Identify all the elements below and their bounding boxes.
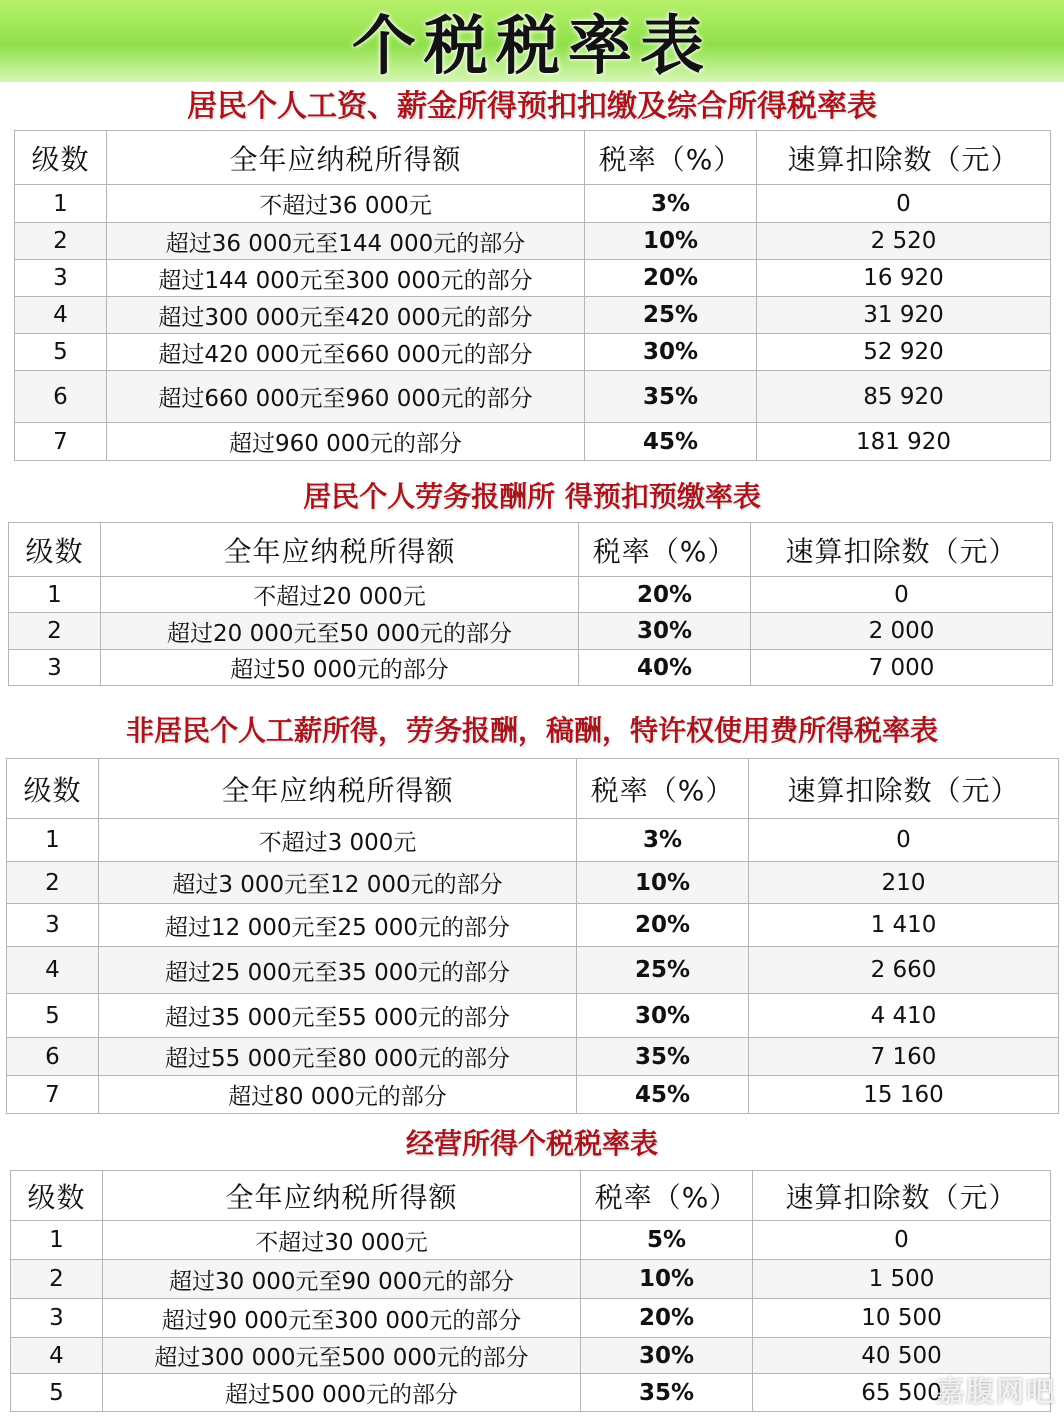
- cell-quick-deduction: 52 920: [757, 334, 1051, 371]
- table-row: [11, 1374, 1051, 1412]
- table-row: [7, 994, 1059, 1038]
- cell-level: 6: [15, 371, 107, 423]
- tax-table: [8, 522, 1053, 686]
- table-row: [15, 423, 1051, 461]
- header-level: 级数: [9, 523, 101, 577]
- table-row: [15, 297, 1051, 334]
- cell-income-range: 超过25 000元至35 000元的部分: [99, 947, 577, 994]
- cell-tax-rate: 10%: [581, 1260, 753, 1299]
- header-quick-deduction: 速算扣除数（元）: [751, 523, 1053, 577]
- cell-quick-deduction: 2 520: [757, 223, 1051, 260]
- table-row: [7, 862, 1059, 904]
- cell-tax-rate: 10%: [577, 862, 749, 904]
- cell-tax-rate: 25%: [577, 947, 749, 994]
- header-tax-rate: 税率（%）: [577, 759, 749, 819]
- cell-quick-deduction: 15 160: [749, 1076, 1059, 1114]
- cell-level: 2: [15, 223, 107, 260]
- page-banner: [0, 0, 1064, 82]
- cell-tax-rate: 45%: [577, 1076, 749, 1114]
- cell-quick-deduction: 85 920: [757, 371, 1051, 423]
- table-header-row: [9, 523, 1053, 577]
- cell-tax-rate: 20%: [585, 260, 757, 297]
- cell-income-range: 超过960 000元的部分: [107, 423, 585, 461]
- cell-tax-rate: 3%: [577, 819, 749, 862]
- cell-tax-rate: 3%: [585, 185, 757, 223]
- cell-quick-deduction: 7 000: [751, 650, 1053, 686]
- table-row: [7, 1076, 1059, 1114]
- header-level: 级数: [7, 759, 99, 819]
- cell-quick-deduction: 2 660: [749, 947, 1059, 994]
- cell-income-range: 不超过3 000元: [99, 819, 577, 862]
- table-row: [9, 577, 1053, 613]
- table-header-row: [11, 1171, 1051, 1221]
- cell-income-range: 超过80 000元的部分: [99, 1076, 577, 1114]
- table-title: 居民个人工资、薪金所得预扣扣缴及综合所得税率表: [187, 89, 877, 124]
- cell-quick-deduction: 16 920: [757, 260, 1051, 297]
- cell-tax-rate: 30%: [579, 613, 751, 650]
- cell-tax-rate: 10%: [585, 223, 757, 260]
- cell-level: 1: [15, 185, 107, 223]
- cell-level: 6: [7, 1038, 99, 1076]
- cell-tax-rate: 20%: [581, 1299, 753, 1338]
- cell-tax-rate: 30%: [581, 1338, 753, 1374]
- cell-level: 1: [9, 577, 101, 613]
- header-tax-rate: 税率（%）: [585, 131, 757, 185]
- tax-table: [14, 130, 1051, 461]
- cell-quick-deduction: 0: [757, 185, 1051, 223]
- header-quick-deduction: 速算扣除数（元）: [753, 1171, 1051, 1221]
- table-row: [15, 185, 1051, 223]
- header-quick-deduction: 速算扣除数（元）: [749, 759, 1059, 819]
- cell-quick-deduction: 0: [753, 1221, 1051, 1260]
- cell-income-range: 不超过30 000元: [103, 1221, 581, 1260]
- cell-tax-rate: 35%: [585, 371, 757, 423]
- cell-level: 3: [15, 260, 107, 297]
- cell-level: 4: [11, 1338, 103, 1374]
- table-row: [7, 1038, 1059, 1076]
- cell-income-range: 超过500 000元的部分: [103, 1374, 581, 1412]
- cell-level: 5: [7, 994, 99, 1038]
- tax-table: [10, 1170, 1051, 1412]
- cell-level: 1: [11, 1221, 103, 1260]
- cell-quick-deduction: 1 500: [753, 1260, 1051, 1299]
- cell-level: 2: [9, 613, 101, 650]
- tax-table-section-1: [0, 84, 1064, 461]
- cell-income-range: 不超过20 000元: [101, 577, 579, 613]
- table-row: [11, 1260, 1051, 1299]
- cell-level: 1: [7, 819, 99, 862]
- cell-tax-rate: 35%: [581, 1374, 753, 1412]
- cell-tax-rate: 20%: [577, 904, 749, 947]
- header-income-range: 全年应纳税所得额: [99, 759, 577, 819]
- table-row: [15, 223, 1051, 260]
- table-header-row: [15, 131, 1051, 185]
- cell-quick-deduction: 2 000: [751, 613, 1053, 650]
- table-title: 居民个人劳务报酬所 得预扣预缴率表: [303, 480, 761, 513]
- cell-quick-deduction: 181 920: [757, 423, 1051, 461]
- cell-tax-rate: 20%: [579, 577, 751, 613]
- cell-level: 2: [11, 1260, 103, 1299]
- cell-income-range: 超过300 000元至500 000元的部分: [103, 1338, 581, 1374]
- header-income-range: 全年应纳税所得额: [101, 523, 579, 577]
- header-income-range: 全年应纳税所得额: [103, 1171, 581, 1221]
- cell-income-range: 超过3 000元至12 000元的部分: [99, 862, 577, 904]
- cell-quick-deduction: 7 160: [749, 1038, 1059, 1076]
- cell-level: 3: [11, 1299, 103, 1338]
- cell-quick-deduction: 0: [751, 577, 1053, 613]
- cell-income-range: 超过50 000元的部分: [101, 650, 579, 686]
- cell-quick-deduction: 4 410: [749, 994, 1059, 1038]
- header-tax-rate: 税率（%）: [581, 1171, 753, 1221]
- cell-tax-rate: 40%: [579, 650, 751, 686]
- cell-income-range: 超过144 000元至300 000元的部分: [107, 260, 585, 297]
- cell-level: 3: [7, 904, 99, 947]
- cell-quick-deduction: 40 500: [753, 1338, 1051, 1374]
- table-row: [9, 613, 1053, 650]
- page-title: 个税税率表: [352, 10, 712, 84]
- table-row: [11, 1299, 1051, 1338]
- table-row: [15, 260, 1051, 297]
- tax-table-section-2: [0, 472, 1064, 686]
- header-level: 级数: [11, 1171, 103, 1221]
- table-row: [7, 904, 1059, 947]
- cell-quick-deduction: 31 920: [757, 297, 1051, 334]
- header-tax-rate: 税率（%）: [579, 523, 751, 577]
- cell-quick-deduction: 0: [749, 819, 1059, 862]
- cell-income-range: 超过30 000元至90 000元的部分: [103, 1260, 581, 1299]
- cell-level: 4: [15, 297, 107, 334]
- cell-level: 7: [15, 423, 107, 461]
- cell-level: 5: [11, 1374, 103, 1412]
- cell-income-range: 超过55 000元至80 000元的部分: [99, 1038, 577, 1076]
- tax-table: [6, 758, 1059, 1114]
- table-title: 经营所得个税税率表: [405, 1127, 658, 1160]
- cell-quick-deduction: 1 410: [749, 904, 1059, 947]
- cell-quick-deduction: 210: [749, 862, 1059, 904]
- table-row: [11, 1338, 1051, 1374]
- cell-level: 4: [7, 947, 99, 994]
- table-row: [11, 1221, 1051, 1260]
- watermark-text: 嘉腹网吧: [935, 1375, 1056, 1408]
- cell-level: 2: [7, 862, 99, 904]
- table-row: [15, 334, 1051, 371]
- cell-tax-rate: 45%: [585, 423, 757, 461]
- table-header-row: [7, 759, 1059, 819]
- cell-level: 5: [15, 334, 107, 371]
- cell-income-range: 超过20 000元至50 000元的部分: [101, 613, 579, 650]
- tax-table-section-3: [0, 704, 1064, 1114]
- cell-level: 7: [7, 1076, 99, 1114]
- cell-quick-deduction: 10 500: [753, 1299, 1051, 1338]
- header-quick-deduction: 速算扣除数（元）: [757, 131, 1051, 185]
- header-level: 级数: [15, 131, 107, 185]
- table-row: [7, 819, 1059, 862]
- cell-tax-rate: 5%: [581, 1221, 753, 1260]
- cell-tax-rate: 35%: [577, 1038, 749, 1076]
- cell-income-range: 超过90 000元至300 000元的部分: [103, 1299, 581, 1338]
- cell-income-range: 不超过36 000元: [107, 185, 585, 223]
- cell-income-range: 超过12 000元至25 000元的部分: [99, 904, 577, 947]
- cell-income-range: 超过300 000元至420 000元的部分: [107, 297, 585, 334]
- cell-tax-rate: 30%: [577, 994, 749, 1038]
- cell-income-range: 超过35 000元至55 000元的部分: [99, 994, 577, 1038]
- tax-table-section-4: [0, 1118, 1064, 1412]
- table-title: 非居民个人工薪所得，劳务报酬，稿酬，特许权使用费所得税率表: [125, 714, 938, 747]
- cell-income-range: 超过36 000元至144 000元的部分: [107, 223, 585, 260]
- table-row: [7, 947, 1059, 994]
- header-income-range: 全年应纳税所得额: [107, 131, 585, 185]
- cell-level: 3: [9, 650, 101, 686]
- cell-quick-deduction: 65 500: [753, 1374, 1051, 1412]
- table-row: [9, 650, 1053, 686]
- cell-tax-rate: 25%: [585, 297, 757, 334]
- cell-tax-rate: 30%: [585, 334, 757, 371]
- table-row: [15, 371, 1051, 423]
- cell-income-range: 超过420 000元至660 000元的部分: [107, 334, 585, 371]
- cell-income-range: 超过660 000元至960 000元的部分: [107, 371, 585, 423]
